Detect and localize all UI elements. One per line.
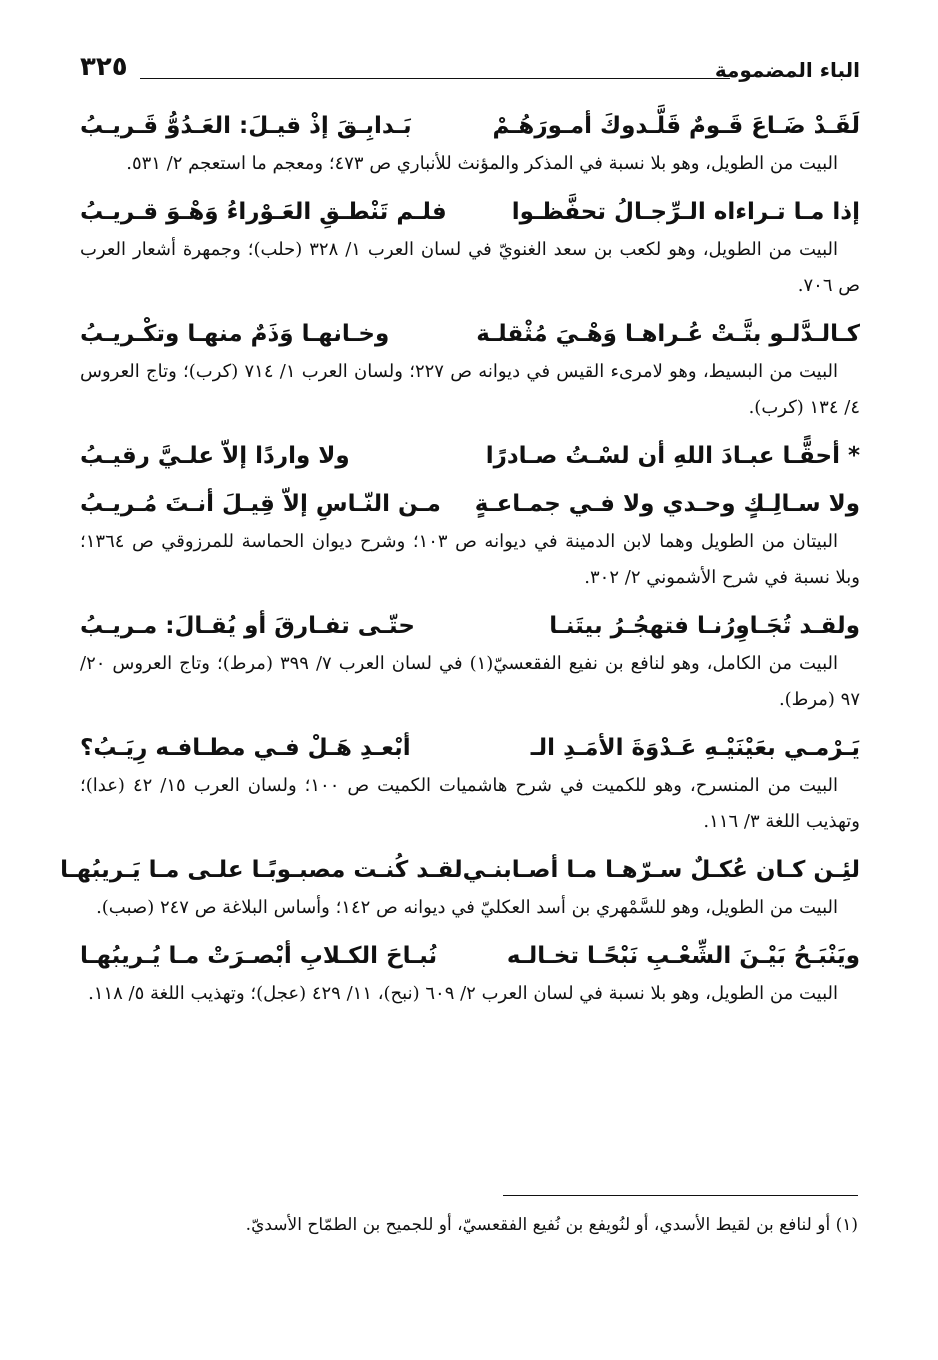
verse-note: البيت من الطويل، وهو بلا نسبة في لسان العرب ٢/ ٦٠٩ (نبح)، ١١/ ٤٢٩ (عجل)؛ وتهذيب اللغة ٥/ ١١٨. — [88, 983, 838, 1004]
verse-note: البيت من الطويل، وهو للسَّمْهري بن أسد العكليّ في ديوانه ص ١٤٢؛ وأساس البلاغة ص ٢٤٧ (صبب). — [96, 897, 838, 918]
verse-first-hemistich: كـالـدَّلـو بتَّـتْ عُـراهـا وَهْـيَ مُثْقلـة — [476, 321, 860, 347]
verse-entry — [80, 608, 860, 718]
verse-line — [80, 316, 860, 352]
verse-second-hemistich: فلـم تَنْطـقِ العَـوْراءُ وَهْـوَ قـريـبُ — [80, 199, 447, 225]
verse-first-hemistich: يَـرْمـي بعَيْنَيْـهِ عَـدْوَةَ الأمَـدِ الـ — [530, 735, 860, 761]
footnote: (١) أو لنافع بن لقيط الأسدي، أو لنُويفع بن نُفيع الفقعسيّ، أو للجميح بن الطمّاح الأسديّ. — [245, 1215, 858, 1235]
verse-line — [80, 938, 860, 974]
verse-note: البيت من البسيط، وهو لامرىء القيس في ديوانه ص ٢٢٧؛ ولسان العرب ١/ ٧١٤ (كرب)؛ وتاج العروس ٤/ ١٣٤ (كرب). — [80, 361, 860, 418]
verse-entry — [80, 486, 860, 596]
verse-line — [80, 608, 860, 644]
page-number: ٣٢٥ — [80, 52, 128, 82]
verse-first-hemistich: ولقـد تُجَـاوِرُنـا فتهجُـرُ بيتَنـا — [549, 613, 860, 639]
verse-entry — [80, 730, 860, 840]
footnote-rule — [503, 1195, 858, 1196]
verse-note: البيت من الطويل، وهو بلا نسبة في المذكر والمؤنث للأنباري ص ٤٧٣؛ ومعجم ما استعجم ٢/ ٥٣١. — [126, 153, 838, 174]
verse-first-hemistich: لئِـن كـان عُكـلٌ سـرّهـا مـا أصـابنـي — [462, 857, 860, 883]
verse-line — [80, 486, 860, 522]
verse-entry — [80, 108, 860, 182]
verse-line — [80, 194, 860, 230]
verse-first-hemistich: ويَنْبَـحُ بَيْـنَ الشِّعْـبِ نَبْحًـا تخـالـه — [506, 943, 860, 969]
verse-note: البيت من الكامل، وهو لنافع بن نفيع الفقعسيّ(١) في لسان العرب ٧/ ٣٩٩ (مرط)؛ وتاج العروس ٢٠/ ٩٧ (مرط). — [80, 653, 860, 710]
verse-first-hemistich: لَقَـدْ ضَـاعَ قَـومٌ قَلَّـدوكَ أمـورَهُـمْ — [492, 113, 860, 139]
verse-note: البيتان من الطويل وهما لابن الدمينة في ديوانه ص ١٠٣؛ وشرح ديوان الحماسة للمرزوقي ص ١٣٦٤؛ وبلا نسبة في شرح الأشموني ٢/ ٣٠٢. — [80, 531, 860, 588]
verse-line — [80, 438, 860, 474]
verse-second-hemistich: لقـد كُنـت مصبـوبًـا علـى مـا يَـريبُهـا — [60, 857, 463, 883]
verse-line — [80, 730, 860, 766]
verse-second-hemistich: وخـانهـا وَذَمٌ منهـا وتكْـريـبُ — [80, 321, 390, 347]
verse-entry — [80, 316, 860, 426]
verse-entry — [80, 438, 860, 474]
verse-first-hemistich: ولا سـالِـكٍ وحـدي ولا فـي جمـاعـةٍ — [474, 491, 860, 517]
verse-first-hemistich: * أحقًّـا عبـادَ اللهِ أن لسْـتُ صـادرًا — [485, 443, 860, 469]
verse-line — [80, 108, 860, 144]
entries — [60, 108, 860, 1012]
header-rule — [140, 78, 730, 79]
verse-second-hemistich: ولا واردًا إلاّ علـيَّ رقيـبُ — [80, 443, 350, 469]
verse-line — [60, 852, 860, 888]
verse-second-hemistich: أبْعـدِ هَـلْ فـي مطـافـه رِيَـبُ؟ — [80, 735, 411, 761]
verse-second-hemistich: بَـدابِـقَ إذْ قيـلَ: العَـدُوُّ قَـريـبُ — [80, 113, 412, 139]
verse-entry — [80, 194, 860, 304]
chapter-title: الباء المضمومة — [714, 58, 860, 82]
verse-second-hemistich: مـن النّـاسِ إلاّ قِيـلَ أنـتَ مُـريـبُ — [80, 491, 441, 517]
verse-note: البيت من المنسرح، وهو للكميت في شرح هاشميات الكميت ص ١٠٠؛ ولسان العرب ١٥/ ٤٢ (عدا)؛ وتهذيب اللغة ٣/ ١١٦. — [80, 775, 860, 832]
verse-note: البيت من الطويل، وهو لكعب بن سعد الغنويّ في لسان العرب ١/ ٣٢٨ (حلب)؛ وجمهرة أشعار العرب ص ٧٠٦. — [80, 239, 860, 296]
verse-entry — [80, 938, 860, 1012]
page — [60, 52, 860, 1012]
verse-first-hemistich: إذا مـا تـراءاه الـرِّجـالُ تحفَّظـوا — [511, 199, 860, 225]
verse-entry — [60, 852, 860, 926]
page-header — [80, 52, 860, 96]
verse-second-hemistich: حتّـى تفـارقَ أو يُقـالَ: مـريـبُ — [80, 613, 415, 639]
verse-second-hemistich: نُبـاحَ الكـلابِ أبْصـرَتْ مـا يُـريبُهـا — [80, 943, 438, 969]
